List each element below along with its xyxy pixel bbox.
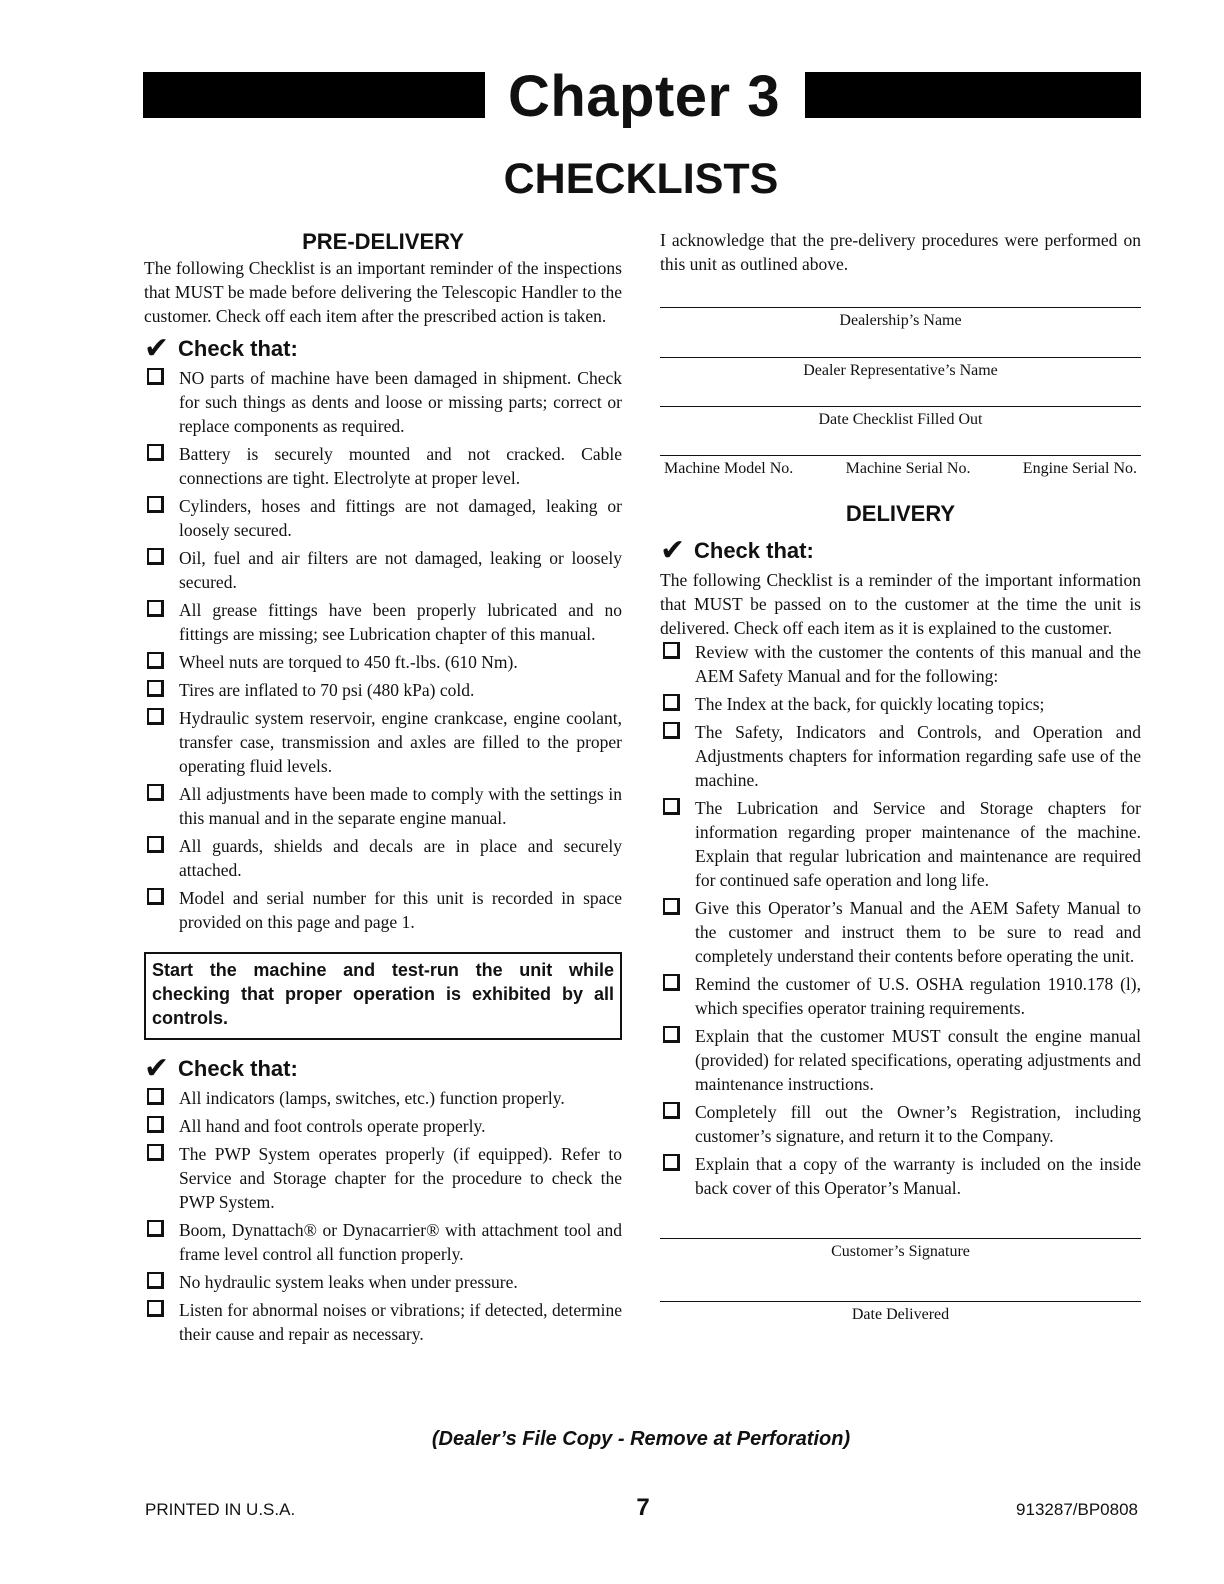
checkbox-icon[interactable]	[147, 1088, 164, 1105]
checklist-item	[144, 1218, 622, 1266]
test-run-notice: Start the machine and test-run the unit while checking that proper operation is exhibited by all controls.	[144, 952, 622, 1040]
checklist-item-text: Give this Operator’s Manual and the AEM Safety Manual to the customer and instruct them to be sure to read and completely understand their contents before operating the unit.	[695, 898, 1141, 966]
checklist-item-text: Tires are inflated to 70 psi (480 kPa) cold.	[179, 680, 475, 700]
date-delivered-label: Date Delivered	[851, 1306, 950, 1323]
checklist-item-text: Cylinders, hoses and fittings are not damaged, leaking or loosely secured.	[179, 496, 622, 540]
checklist-item-text: Model and serial number for this unit is recorded in space provided on this page and page 1.	[179, 888, 622, 932]
checkbox-icon[interactable]	[147, 888, 164, 905]
checklist-item-text: All hand and foot controls operate properly.	[179, 1116, 486, 1136]
checklist-item-text: Explain that a copy of the warranty is included on the inside back cover of this Operator’s Manual.	[695, 1154, 1141, 1198]
checklist-item	[660, 692, 1141, 716]
checklist-item	[660, 796, 1141, 892]
page-number: 7	[636, 1494, 650, 1521]
check-mark-icon: ✔	[144, 332, 170, 365]
checklist-item-text: Review with the customer the contents of this manual and the AEM Safety Manual and for the following:	[695, 642, 1141, 686]
checkbox-icon[interactable]	[663, 898, 680, 915]
check-mark-icon: ✔	[144, 1052, 170, 1085]
check-that-heading-1	[144, 334, 622, 364]
checkbox-icon[interactable]	[663, 1102, 680, 1119]
chapter-bar-right	[805, 72, 1141, 118]
checklist-item	[660, 972, 1141, 1020]
checkbox-icon[interactable]	[147, 1300, 164, 1317]
file-copy-note: (Dealer’s File Copy - Remove at Perforation)	[431, 1428, 851, 1450]
checklist-item-text: Oil, fuel and air filters are not damaged, leaking or loosely secured.	[179, 548, 622, 592]
right-column	[660, 228, 1141, 1326]
date-filled-field[interactable]	[660, 406, 1141, 431]
checklist-item-text: All indicators (lamps, switches, etc.) function properly.	[179, 1088, 565, 1108]
dealership-name-field[interactable]	[660, 307, 1141, 332]
checklist-item-text: Wheel nuts are torqued to 450 ft.-lbs. (610 Nm).	[179, 652, 518, 672]
acknowledge-text: I acknowledge that the pre-delivery procedures were performed on this unit as outlined above.	[660, 230, 1141, 274]
checkbox-icon[interactable]	[147, 368, 164, 385]
checkbox-icon[interactable]	[147, 1116, 164, 1133]
pre-delivery-checklist-1	[144, 366, 622, 934]
pre-delivery-checklist-2	[144, 1086, 622, 1346]
check-that-label: Check that:	[178, 336, 298, 361]
check-mark-icon: ✔	[660, 534, 686, 567]
checkbox-icon[interactable]	[147, 1144, 164, 1161]
checkbox-icon[interactable]	[663, 798, 680, 815]
checklist-item-text: The Lubrication and Service and Storage chapters for information regarding proper maintenance of the machine. Explain that regular lubrication and maintenance are required for continued safe operation and long life.	[695, 798, 1141, 890]
checklist-item	[144, 834, 622, 882]
pre-delivery-intro: The following Checklist is an important reminder of the inspections that MUST be made before delivering the Telescopic Handler to the customer. Check off each item after the prescribed action is taken.	[144, 258, 622, 326]
checkbox-icon[interactable]	[147, 708, 164, 725]
checklist-item-text: All adjustments have been made to comply with the settings in this manual and in the separate engine manual.	[179, 784, 622, 828]
checklist-item	[144, 650, 622, 674]
chapter-bar-left	[143, 72, 485, 118]
machine-serial-label: Machine Serial No.	[845, 460, 971, 477]
checkbox-icon[interactable]	[147, 652, 164, 669]
checkbox-icon[interactable]	[663, 642, 680, 659]
checklist-item-text: NO parts of machine have been damaged in shipment. Check for such things as dents and loose or missing parts; correct or replace components as required.	[179, 368, 622, 436]
dealer-rep-name-field[interactable]	[660, 357, 1141, 382]
checklist-item	[660, 720, 1141, 792]
checklist-item	[144, 1086, 622, 1110]
check-that-heading-2	[144, 1054, 622, 1084]
checklist-item-text: Remind the customer of U.S. OSHA regulation 1910.178 (l), which specifies operator training requirements.	[695, 974, 1141, 1018]
checklist-item	[660, 1100, 1141, 1148]
checklist-item-text: Boom, Dynattach® or Dynacarrier® with attachment tool and frame level control all function properly.	[179, 1220, 622, 1264]
engine-serial-label: Engine Serial No.	[1022, 460, 1137, 477]
checklist-item-text: All guards, shields and decals are in place and securely attached.	[179, 836, 622, 880]
chapter-label: Chapter 3	[507, 64, 780, 129]
checklist-item	[144, 678, 622, 702]
checklist-item	[144, 1114, 622, 1138]
checklist-item-text: Hydraulic system reservoir, engine crankcase, engine coolant, transfer case, transmission and axles are filled to the proper operating fluid levels.	[179, 708, 622, 776]
checklist-item	[660, 896, 1141, 968]
doc-code: 913287/BP0808	[1016, 1500, 1138, 1519]
checklist-item-text: The Safety, Indicators and Controls, and Operation and Adjustments chapters for information regarding safe use of the machine.	[695, 722, 1141, 790]
dealership-name-label: Dealership’s Name	[839, 312, 962, 329]
machine-model-label: Machine Model No.	[664, 460, 794, 477]
checklist-item	[144, 706, 622, 778]
checklist-item	[144, 494, 622, 542]
customer-signature-field[interactable]	[660, 1238, 1141, 1263]
checklist-item	[144, 1270, 622, 1294]
checklist-item	[660, 1024, 1141, 1096]
checklist-item	[144, 366, 622, 438]
checkbox-icon[interactable]	[147, 444, 164, 461]
checklist-item-text: Explain that the customer MUST consult the engine manual (provided) for related specifications, operating adjustments and maintenance instructions.	[695, 1026, 1141, 1094]
checkbox-icon[interactable]	[147, 548, 164, 565]
checklist-item-text: Listen for abnormal noises or vibrations; if detected, determine their cause and repair as necessary.	[179, 1300, 622, 1344]
checkbox-icon[interactable]	[663, 1026, 680, 1043]
checklist-item-text: No hydraulic system leaks when under pressure.	[179, 1272, 518, 1292]
pre-delivery-heading: PRE-DELIVERY	[302, 229, 464, 254]
check-that-label: Check that:	[694, 538, 814, 563]
dealer-rep-name-label: Dealer Representative’s Name	[803, 362, 998, 379]
checklist-item	[144, 1298, 622, 1346]
checklist-item-text: All grease fittings have been properly lubricated and no fittings are missing; see Lubrication chapter of this manual.	[179, 600, 622, 644]
checklist-item-text: The PWP System operates properly (if equipped). Refer to Service and Storage chapter for the procedure to check the PWP System.	[179, 1144, 622, 1212]
checklist-item	[144, 598, 622, 646]
delivery-check-that-heading	[660, 536, 1141, 566]
checkbox-icon[interactable]	[147, 1272, 164, 1289]
page-title: CHECKLISTS	[503, 155, 779, 203]
checklist-item	[144, 886, 622, 934]
checkbox-icon[interactable]	[147, 680, 164, 697]
check-that-label: Check that:	[178, 1056, 298, 1081]
checklist-item	[144, 782, 622, 830]
checkbox-icon[interactable]	[147, 496, 164, 513]
delivery-checklist	[660, 640, 1141, 1200]
checklist-item	[660, 1152, 1141, 1200]
machine-info-field[interactable]	[660, 455, 1141, 480]
date-delivered-field[interactable]	[660, 1301, 1141, 1326]
printed-label: PRINTED IN U.S.A.	[145, 1500, 296, 1519]
checkbox-icon[interactable]	[663, 974, 680, 991]
checklist-item	[144, 546, 622, 594]
checklist-item	[144, 442, 622, 490]
delivery-heading: DELIVERY	[845, 501, 956, 526]
checkbox-icon[interactable]	[663, 1154, 680, 1171]
checkbox-icon[interactable]	[147, 600, 164, 617]
checklist-item	[144, 1142, 622, 1214]
checkbox-icon[interactable]	[663, 694, 680, 711]
customer-signature-label: Customer’s Signature	[831, 1243, 970, 1260]
checkbox-icon[interactable]	[147, 836, 164, 853]
checkbox-icon[interactable]	[147, 1220, 164, 1237]
checkbox-icon[interactable]	[147, 784, 164, 801]
checklist-item-text: Battery is securely mounted and not cracked. Cable connections are tight. Electrolyte at proper level.	[179, 444, 622, 488]
date-filled-label: Date Checklist Filled Out	[818, 411, 983, 428]
checklist-item-text: Completely fill out the Owner’s Registration, including customer’s signature, and return it to the Company.	[695, 1102, 1141, 1146]
left-column	[144, 228, 622, 1350]
checklist-item	[660, 640, 1141, 688]
checkbox-icon[interactable]	[663, 722, 680, 739]
delivery-intro: The following Checklist is a reminder of the important information that MUST be passed on to the customer at the time the unit is delivered. Check off each item as it is explained to the customer.	[660, 570, 1141, 638]
checklist-item-text: The Index at the back, for quickly locating topics;	[695, 694, 1045, 714]
